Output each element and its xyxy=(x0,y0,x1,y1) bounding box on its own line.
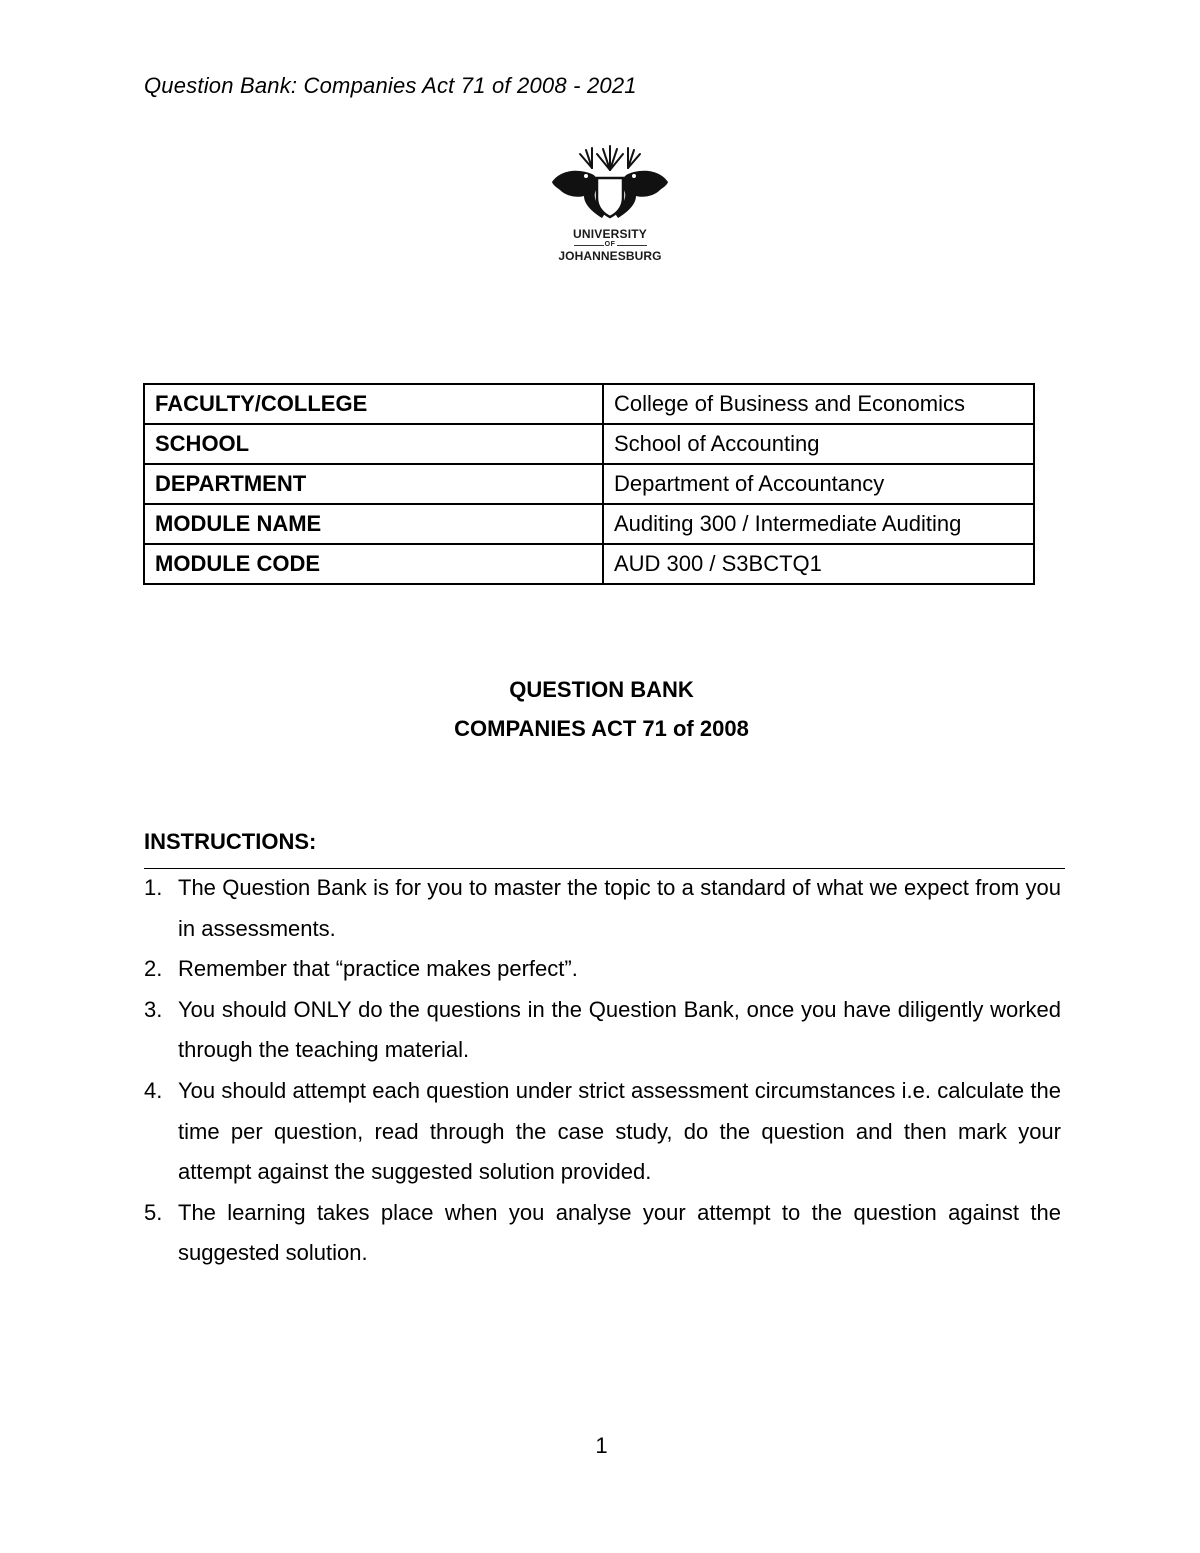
table-row xyxy=(144,544,1034,584)
list-item-number: 5. xyxy=(144,1199,163,1225)
row-label: SCHOOL xyxy=(144,424,603,464)
module-info-table xyxy=(143,383,1035,585)
instructions-heading: INSTRUCTIONS: xyxy=(144,829,317,854)
row-value: College of Business and Economics xyxy=(603,384,1034,424)
instructions-list xyxy=(144,868,1061,1274)
table-row xyxy=(144,424,1034,464)
list-item-number: 3. xyxy=(144,996,163,1022)
row-label: MODULE NAME xyxy=(144,504,603,544)
list-item-number: 4. xyxy=(144,1077,163,1103)
row-label: MODULE CODE xyxy=(144,544,603,584)
table-row xyxy=(144,504,1034,544)
list-item-number: 1. xyxy=(144,875,163,900)
row-value: AUD 300 / S3BCTQ1 xyxy=(603,544,1034,584)
list-item-text: Remember that “practice makes perfect”. xyxy=(178,956,578,982)
list-item-text: The Question Bank is for you to master the topic to a standard of what we expect from you in assessments. xyxy=(178,875,1061,941)
table-row xyxy=(144,464,1034,504)
list-item xyxy=(144,949,1061,990)
list-item xyxy=(144,868,1061,949)
list-item xyxy=(144,1071,1061,1193)
university-logo xyxy=(540,140,680,270)
bird-crest-icon xyxy=(540,140,680,228)
row-value: Department of Accountancy xyxy=(603,464,1034,504)
row-value: School of Accounting xyxy=(603,424,1034,464)
list-item-text: You should ONLY do the questions in the Question Bank, once you have diligently worked through the teaching material. xyxy=(178,996,1061,1063)
running-header: Question Bank: Companies Act 71 of 2008 - 2021 xyxy=(144,73,637,98)
logo-text-university: UNIVERSITY xyxy=(572,227,647,241)
row-label: FACULTY/COLLEGE xyxy=(144,384,603,424)
logo-text-johannesburg: JOHANNESBURG xyxy=(558,249,662,263)
list-item-number: 2. xyxy=(144,956,163,982)
logo-text-of: OF xyxy=(604,241,616,248)
table-row xyxy=(144,384,1034,424)
row-value: Auditing 300 / Intermediate Auditing xyxy=(603,504,1034,544)
list-item-text: You should attempt each question under strict assessment circumstances i.e. calculate the time per question, read through the case study, do the question and then mark your attempt against the suggested solution provided. xyxy=(178,1077,1061,1185)
logo-divider-right xyxy=(617,245,647,246)
list-item xyxy=(144,1193,1061,1274)
page-number: 1 xyxy=(595,1433,608,1458)
document-title: QUESTION BANK xyxy=(509,677,694,702)
list-item xyxy=(144,990,1061,1071)
document-subtitle: COMPANIES ACT 71 of 2008 xyxy=(454,716,749,741)
list-item-text: The learning takes place when you analyse your attempt to the question against the suggested solution. xyxy=(178,1199,1061,1266)
row-label: DEPARTMENT xyxy=(144,464,603,504)
